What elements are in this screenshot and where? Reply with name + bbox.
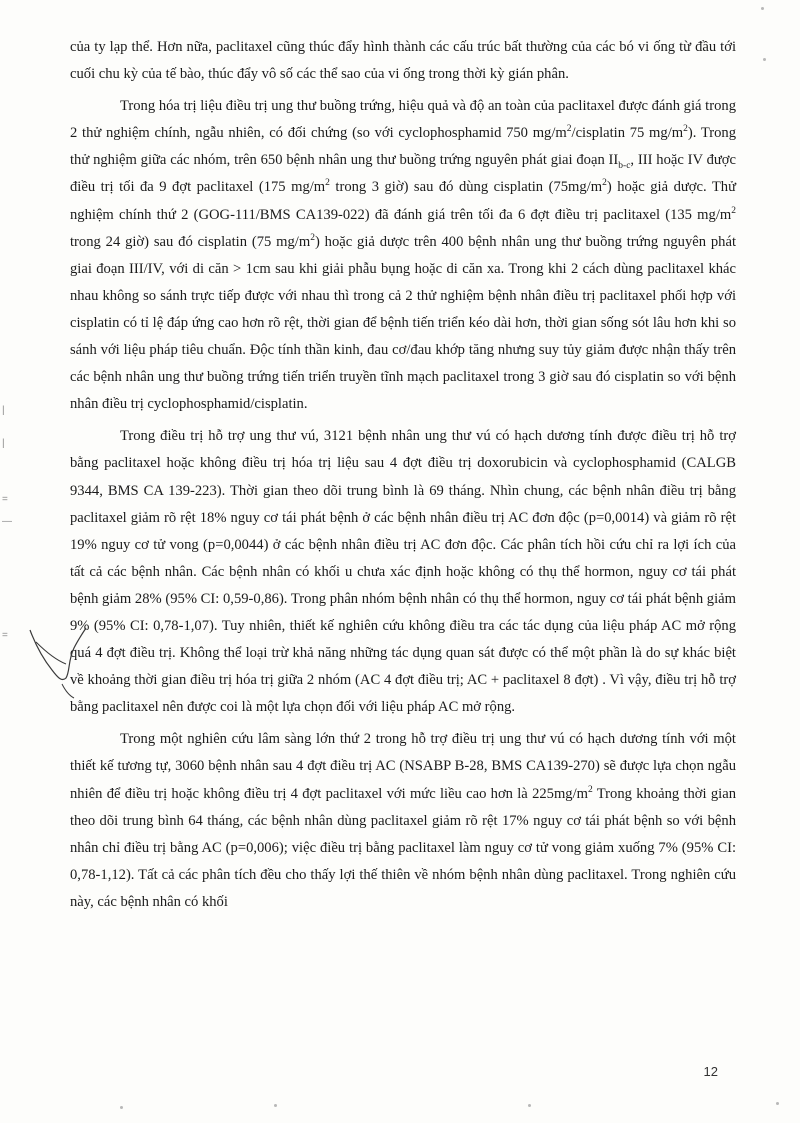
scan-mark: | (2, 405, 5, 416)
document-body (70, 34, 736, 921)
scan-speck (761, 7, 764, 10)
paragraph-3: Trong điều trị hỗ trợ ung thư vú, 3121 bệnh nhân ung thư vú có hạch dương tính được điều trị hỗ trợ bằng paclitaxel hoặc không điều trị hóa trị liệu sau 4 đợt điều trị doxorubicin và cyclophosphamid (CALGB 9344, BMS CA 139-223). Thời gian theo dõi trung bình là 69 tháng. Nhìn chung, các bệnh nhân điều trị bằng paclitaxel giảm rõ rệt 18% nguy cơ tái phát bệnh ở các bệnh nhân điều trị AC đơn độc (p=0,0014) và giảm rõ rệt 19% nguy cơ tử vong (p=0,0044) ở các bệnh nhân điều trị AC đơn độc. Các phân tích hồi cứu chỉ ra lợi ích của tất cả các bệnh nhân. Các bệnh nhân có khối u chưa xác định hoặc không có thụ thể hormon, nguy cơ tái phát bệnh giảm 28% (95% CI: 0,59-0,86). Trong phân nhóm bệnh nhân có thụ thể hormon, nguy cơ tái phát bệnh giảm 9% (95% CI: 0,78-1,07). Tuy nhiên, thiết kế nghiên cứu không điều tra các tác dụng của liệu pháp AC mở rộng quá 4 đợt điều trị. Không thể loại trừ khả năng những tác dụng quan sát được có thể một phần là do sự khác biệt về khoảng thời gian điều trị hóa trị giữa 2 nhóm (AC 4 đợt điều trị; AC + paclitaxel 8 đợt) . Vì vậy, điều trị hỗ trợ bằng paclitaxel nên được coi là một lựa chọn đối với liệu pháp AC mở rộng. (70, 428, 736, 716)
scan-mark: = (2, 494, 8, 505)
scan-speck (274, 1104, 277, 1107)
paragraph-1: của ty lạp thể. Hơn nữa, paclitaxel cũng thúc đẩy hình thành các cấu trúc bất thường của các bó vi ống từ đầu tới cuối chu kỳ của tế bào, thúc đẩy vô số các thể sao của vi ống trong thời kỳ gián phân. (70, 39, 736, 83)
paragraph-4: Trong một nghiên cứu lâm sàng lớn thứ 2 trong hỗ trợ điều trị ung thư vú có hạch dương tính với một thiết kế tương tự, 3060 bệnh nhân sau 4 đợt điều trị AC (NSABP B-28, BMS CA139-270) sẽ được lựa chọn ngẫu nhiên để điều trị hoặc không điều trị 4 đợt paclitaxel với mức liều cao hơn là $225mg/m^2$ Trong khoảng thời gian theo dõi trung bình 64 tháng, các bệnh nhân dùng paclitaxel giảm rõ rệt 17% nguy cơ tái phát bệnh so với bệnh nhân chỉ điều trị bằng AC (p=0,006); việc điều trị bằng paclitaxel làm nguy cơ tử vong giảm xuống 7% (95% CI: 0,78-1,12). Tất cả các phân tích đều cho thấy lợi thế thiên về nhóm bệnh nhân dùng paclitaxel. Trong nghiên cứu này, các bệnh nhân có khối (70, 731, 736, 910)
scan-mark: = (2, 630, 8, 641)
scan-speck (120, 1106, 123, 1109)
scan-speck (776, 1102, 779, 1105)
scan-mark: | (2, 438, 5, 449)
scan-speck (528, 1104, 531, 1107)
scan-speck (763, 58, 766, 61)
paragraph-2: Trong hóa trị liệu điều trị ung thư buồng trứng, hiệu quả và độ an toàn của paclitaxel được đánh giá trong 2 thử nghiệm chính, ngẫu nhiên, có đối chứng (so với cyclophosphamid 750 $mg/m^2$/cisplatin 75 $mg/m^2$). Trong thử nghiệm giữa các nhóm, trên 650 bệnh nhân ung thư buồng trứng nguyên phát giai đoạn $II_{b-c}$, III hoặc IV được điều trị tối đa 9 đợt paclitaxel (175 $mg/m^2$ trong 3 giờ) sau đó dùng cisplatin $(75mg/m^2)$ hoặc giả dược. Thử nghiệm chính thứ 2 (GOG-111/BMS CA139-022) đã đánh giá trên tối đa 6 đợt điều trị paclitaxel (135 $mg/m^2$ trong 24 giờ) sau đó cisplatin (75 $mg/m^2$) hoặc giả dược trên 400 bệnh nhân ung thư buồng trứng nguyên phát giai đoạn III/IV, với di căn > 1cm sau khi giải phẫu bụng hoặc di căn xa. Trong khi 2 cách dùng paclitaxel khác nhau không so sánh trực tiếp được với nhau thì trong cả 2 thử nghiệm bệnh nhân điều trị paclitaxel phối hợp với cisplatin có tỉ lệ đáp ứng cao hơn rõ rệt, thời gian để bệnh tiến triển kéo dài hơn, thời gian sống sót lâu hơn khi so sánh với liệu pháp tiêu chuẩn. Độc tính thần kinh, đau cơ/đau khớp tăng nhưng suy tủy giảm được nhận thấy trên các bệnh nhân ung thư buồng trứng tiến triển truyền tĩnh mạch paclitaxel trong 3 giờ sau đó cisplatin so với bệnh nhân điều trị cyclophosphamid/cisplatin. (70, 98, 736, 413)
scan-mark: — (2, 516, 12, 527)
signature-mark (22, 612, 92, 702)
page-number: 12 (703, 1064, 718, 1079)
